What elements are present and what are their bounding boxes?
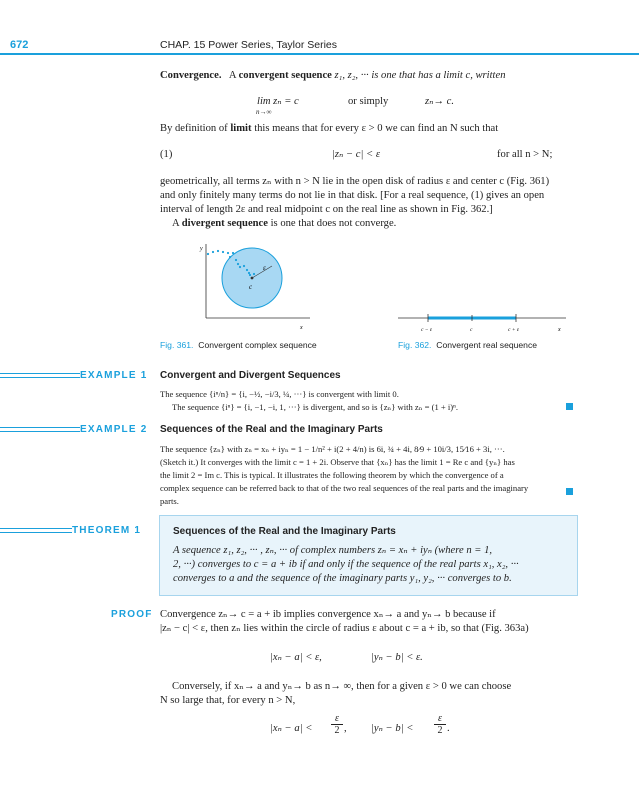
tick-mid-label: c — [470, 327, 473, 333]
proof-eq3-right: |yₙ − b| < ε. — [371, 652, 423, 663]
limit-subscript: n→∞ — [256, 108, 272, 116]
limit-equation: lim zₙ = c — [257, 96, 299, 107]
fig361-eps-label: ε — [263, 264, 266, 272]
proof-eq4-right: |yₙ − b| < — [371, 723, 414, 734]
proof-line4: N so large that, for every n > N, — [160, 695, 296, 706]
theorem1-line3: converges to a and the sequence of the imaginary parts y₁, y₂, ··· converges to b. — [173, 573, 512, 584]
theorem1-label: THEOREM 1 — [72, 525, 142, 536]
limit-definition: By definition of limit this means that for every ε > 0 we can find an N such that — [160, 123, 499, 134]
fraction-left: ε 2 — [331, 713, 343, 736]
example2-line3: the limit 2 = Im c. This is typical. It illustrates the following theorem by which the convergence of a — [160, 470, 504, 480]
fig361-center-label: c — [249, 283, 253, 291]
chapter-header: CHAP. 15 Power Series, Taylor Series — [160, 39, 338, 51]
proof-line1: Convergence zₙ→ c = a + ib implies convergence xₙ→ a and yₙ→ b because if — [160, 609, 496, 620]
fig362-x-label: x — [558, 327, 561, 333]
theorem1-rule — [0, 528, 72, 529]
theorem1-title: Sequences of the Real and the Imaginary Parts — [173, 526, 396, 537]
header-rule — [0, 53, 639, 55]
figure-361 — [190, 240, 320, 340]
example2-rule — [0, 427, 80, 428]
fig361-y-label: y — [200, 246, 203, 252]
example1-line1: The sequence {iⁿ/n} = {i, −½, −i/3, ¼, ···} is convergent with limit 0. — [160, 389, 399, 399]
geometric-line-1: geometrically, all terms zₙ with n > N lie in the open disk of radius ε and center c (Fig. 361) — [160, 176, 550, 187]
fig362-caption: Fig. 362. Convergent real sequence — [398, 340, 538, 350]
proof-line2: |zₙ − c| < ε, then zₙ lies within the circle of radius ε about c = a + ib, so that (Fig. 363a) — [160, 623, 529, 634]
page-number: 672 — [10, 39, 29, 51]
equation-1-condition: for all n > N; — [497, 149, 553, 160]
period: . — [447, 723, 450, 734]
example2-line5: parts. — [160, 496, 179, 506]
example2-line2: (Sketch it.) It converges with the limit c = 1 + 2i. Observe that {xₙ} has the limit 1 = Re c and {yₙ} has — [160, 457, 515, 467]
example1-title: Convergent and Divergent Sequences — [160, 370, 341, 381]
example2-label: EXAMPLE 2 — [80, 424, 148, 435]
proof-line3: Conversely, if xₙ→ a and yₙ→ b as n→ ∞, then for a given ε > 0 we can choose — [172, 681, 512, 692]
proof-label: PROOF — [111, 609, 153, 620]
equation-1: |zₙ − c| < ε — [332, 149, 381, 160]
fraction-right: ε 2 — [434, 713, 446, 736]
example1-label: EXAMPLE 1 — [80, 370, 148, 381]
geometric-line-2: and only finitely many terms do not lie in that disk. [For a real sequence, (1) gives an open — [160, 190, 545, 201]
equation-number-1: (1) — [160, 149, 173, 160]
or-simply: or simply — [348, 96, 389, 107]
geometric-line-3: interval of length 2ε and real midpoint c on the real line as shown in Fig. 362.] — [160, 204, 493, 215]
example2-title: Sequences of the Real and the Imaginary Parts — [160, 424, 383, 435]
comma: , — [344, 723, 347, 734]
theorem1-line1: A sequence z₁, z₂, ··· , zₙ, ··· of complex numbers zₙ = xₙ + iyₙ (where n = 1, — [173, 545, 493, 556]
end-of-example-icon — [566, 488, 573, 495]
divergent-definition: A divergent sequence is one that does not converge. — [172, 218, 397, 229]
figure-362 — [398, 306, 573, 338]
center-point — [251, 277, 254, 280]
limit-short: zₙ→ c. — [425, 96, 455, 107]
convergence-intro: Convergence. A convergent sequence z₁, z₂, ··· is one that has a limit c, written — [160, 70, 506, 81]
example1-rule — [0, 373, 80, 374]
fig361-x-label: x — [300, 325, 303, 331]
tick-right-label: c + ε — [508, 327, 520, 333]
fig361-caption: Fig. 361. Convergent complex sequence — [160, 340, 317, 350]
example1-line2: The sequence {iⁿ} = {i, −1, −i, 1, ···} is divergent, and so is {zₙ} with zₙ = (1 + i)ⁿ. — [172, 402, 459, 412]
proof-eq3-left: |xₙ − a| < ε, — [270, 652, 322, 663]
proof-eq4-left: |xₙ − a| < — [270, 723, 313, 734]
example2-line4: complex sequence can be referred back to that of the two real sequences of the real parts and the imaginary — [160, 483, 529, 493]
theorem1-line2: 2, ···) converges to c = a + ib if and only if the sequence of the real parts x₁, x₂, ··· — [173, 559, 519, 570]
end-of-example-icon — [566, 403, 573, 410]
tick-left-label: c − ε — [421, 327, 433, 333]
example2-line1: The sequence {zₙ} with zₙ = xₙ + iyₙ = 1 − 1/n² + i(2 + 4/n) is 6i, ¾ + 4i, 8⁄9 + 10i/3, 15⁄16 + 3i, ···. — [160, 444, 505, 454]
